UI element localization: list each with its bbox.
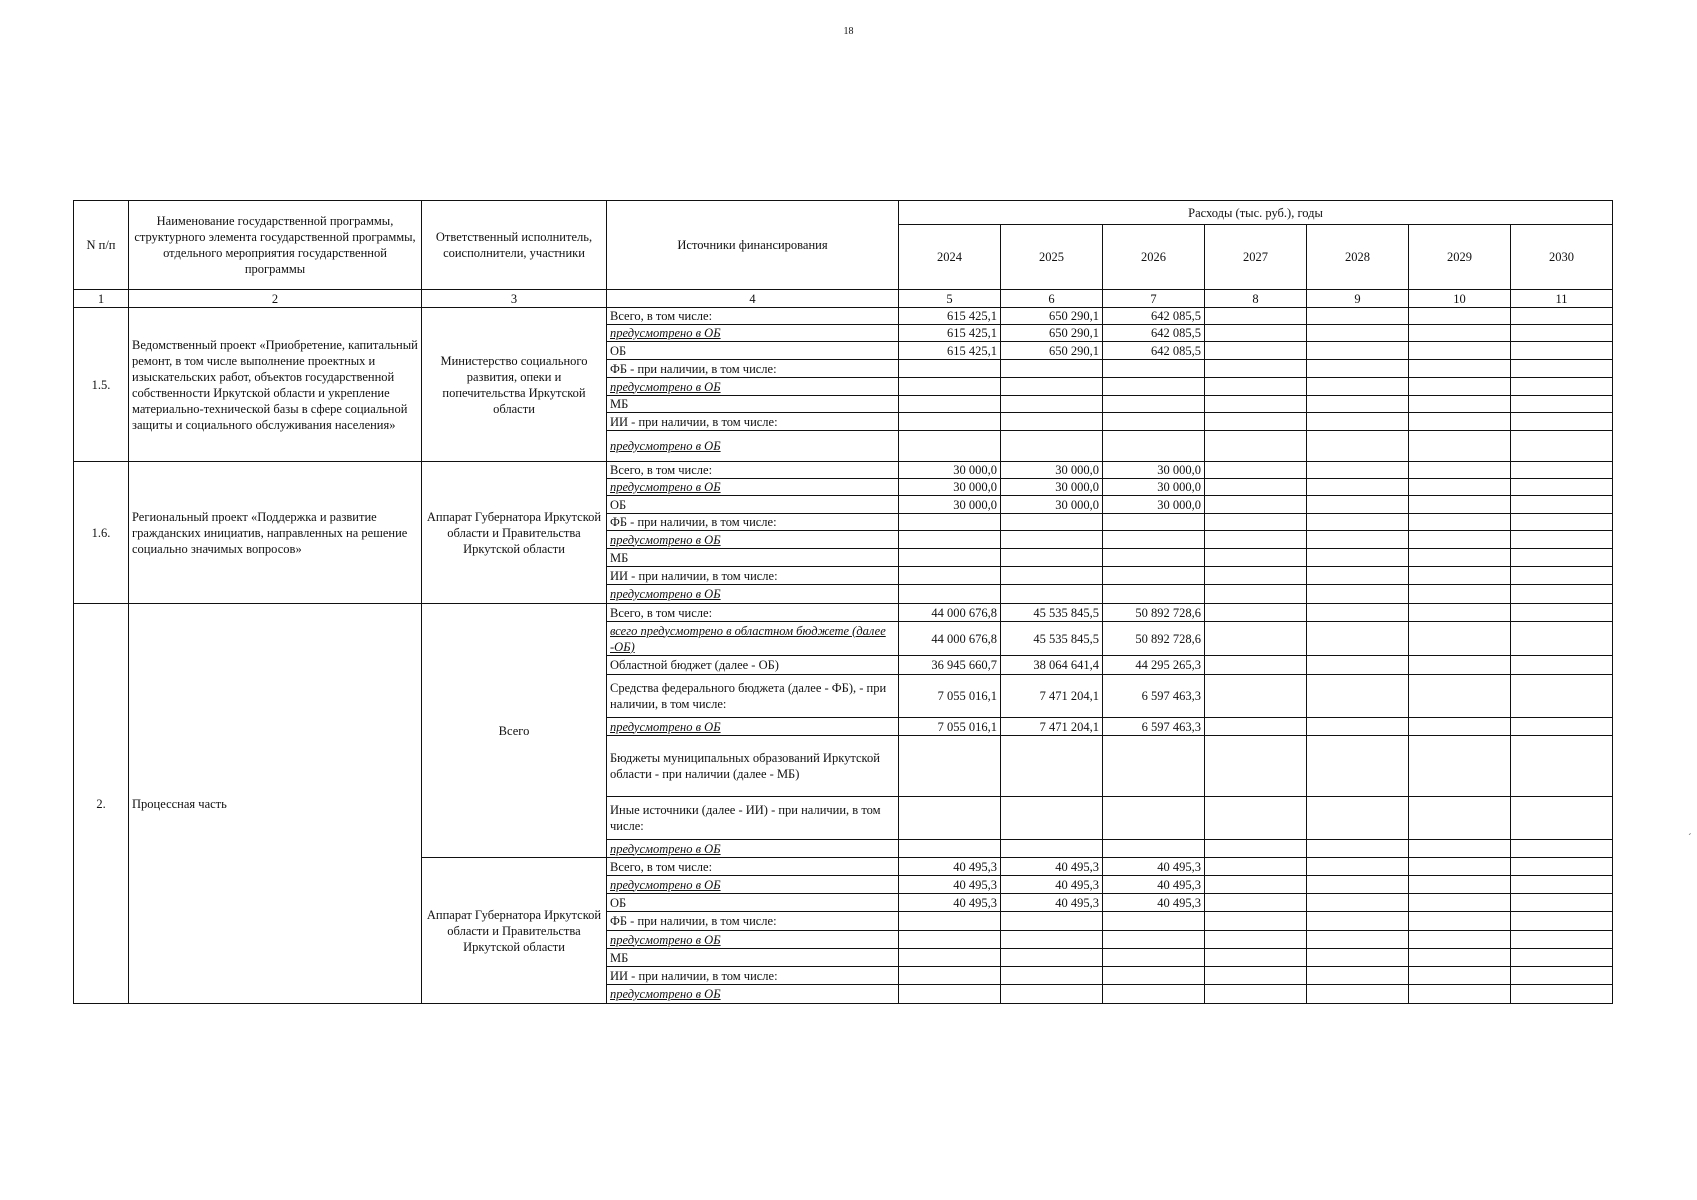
- header-year: 2024: [899, 225, 1001, 290]
- amount-cell: [899, 360, 1001, 378]
- header-year: 2030: [1511, 225, 1613, 290]
- amount-cell: [1409, 656, 1511, 675]
- amount-cell: [1307, 567, 1409, 585]
- amount-cell: 30 000,0: [1001, 462, 1103, 479]
- amount-cell: [1307, 736, 1409, 797]
- amount-cell: [1409, 342, 1511, 360]
- amount-cell: [1103, 378, 1205, 396]
- amount-cell: [1205, 413, 1307, 431]
- amount-cell: [1205, 567, 1307, 585]
- amount-cell: [899, 985, 1001, 1004]
- amount-cell: [899, 549, 1001, 567]
- amount-cell: [1205, 718, 1307, 736]
- amount-cell: [1205, 736, 1307, 797]
- funding-source: ОБ: [607, 342, 899, 360]
- amount-cell: [1103, 514, 1205, 531]
- amount-cell: [899, 531, 1001, 549]
- amount-cell: [1511, 496, 1613, 514]
- amount-cell: 45 535 845,5: [1001, 604, 1103, 622]
- amount-cell: 615 425,1: [899, 325, 1001, 342]
- amount-cell: [1205, 479, 1307, 496]
- amount-cell: [1409, 396, 1511, 413]
- amount-cell: [1409, 567, 1511, 585]
- amount-cell: [1409, 604, 1511, 622]
- amount-cell: [1409, 531, 1511, 549]
- program-name: Процессная часть: [129, 604, 422, 1004]
- amount-cell: [1103, 797, 1205, 840]
- amount-cell: [1205, 431, 1307, 462]
- amount-cell: [1001, 567, 1103, 585]
- amount-cell: [1205, 396, 1307, 413]
- amount-cell: [1103, 949, 1205, 967]
- amount-cell: [1511, 736, 1613, 797]
- amount-cell: [1409, 931, 1511, 949]
- amount-cell: 6 597 463,3: [1103, 718, 1205, 736]
- amount-cell: [1205, 675, 1307, 718]
- amount-cell: 38 064 641,4: [1001, 656, 1103, 675]
- column-number: 1: [74, 290, 129, 308]
- header-expenses: Расходы (тыс. руб.), годы: [899, 201, 1613, 225]
- amount-cell: [1001, 360, 1103, 378]
- amount-cell: 650 290,1: [1001, 325, 1103, 342]
- responsible-executor: Министерство социального развития, опеки и попечительства Иркутской области: [422, 308, 607, 462]
- amount-cell: [1409, 360, 1511, 378]
- amount-cell: [1205, 531, 1307, 549]
- amount-cell: [1307, 931, 1409, 949]
- amount-cell: [1307, 360, 1409, 378]
- amount-cell: [1409, 912, 1511, 931]
- amount-cell: [1103, 567, 1205, 585]
- amount-cell: [1205, 931, 1307, 949]
- amount-cell: [1511, 378, 1613, 396]
- amount-cell: [1511, 675, 1613, 718]
- amount-cell: [1307, 342, 1409, 360]
- amount-cell: [1409, 325, 1511, 342]
- row-number: 2.: [74, 604, 129, 1004]
- amount-cell: [1103, 396, 1205, 413]
- amount-cell: [1001, 912, 1103, 931]
- amount-cell: 642 085,5: [1103, 308, 1205, 325]
- amount-cell: [1001, 949, 1103, 967]
- amount-cell: [1205, 840, 1307, 858]
- funding-source: Бюджеты муниципальных образований Иркутской области - при наличии (далее - МБ): [607, 736, 899, 797]
- amount-cell: 642 085,5: [1103, 325, 1205, 342]
- header-nn: N п/п: [74, 201, 129, 290]
- amount-cell: [1001, 431, 1103, 462]
- header-year: 2025: [1001, 225, 1103, 290]
- column-number: 7: [1103, 290, 1205, 308]
- amount-cell: [1511, 462, 1613, 479]
- amount-cell: [1001, 840, 1103, 858]
- amount-cell: [1409, 675, 1511, 718]
- amount-cell: [1205, 797, 1307, 840]
- amount-cell: [1511, 308, 1613, 325]
- amount-cell: [1001, 797, 1103, 840]
- amount-cell: [1511, 656, 1613, 675]
- amount-cell: [899, 431, 1001, 462]
- column-number: 3: [422, 290, 607, 308]
- responsible-executor: Аппарат Губернатора Иркутской области и Правительства Иркутской области: [422, 462, 607, 604]
- amount-cell: 642 085,5: [1103, 342, 1205, 360]
- amount-cell: [1409, 985, 1511, 1004]
- amount-cell: [899, 931, 1001, 949]
- amount-cell: [1511, 604, 1613, 622]
- amount-cell: [1103, 967, 1205, 985]
- amount-cell: [1307, 967, 1409, 985]
- amount-cell: [1409, 549, 1511, 567]
- amount-cell: [1307, 675, 1409, 718]
- amount-cell: 7 471 204,1: [1001, 718, 1103, 736]
- row-number: 1.6.: [74, 462, 129, 604]
- funding-source: Всего, в том числе:: [607, 462, 899, 479]
- column-number: 8: [1205, 290, 1307, 308]
- amount-cell: [1307, 656, 1409, 675]
- amount-cell: [1511, 479, 1613, 496]
- amount-cell: [1511, 342, 1613, 360]
- amount-cell: 30 000,0: [899, 462, 1001, 479]
- amount-cell: [1511, 360, 1613, 378]
- scan-mark: ´: [1688, 832, 1692, 844]
- header-responsible: Ответственный исполнитель, соисполнители, участники: [422, 201, 607, 290]
- amount-cell: [1001, 549, 1103, 567]
- page-number: 18: [843, 26, 854, 37]
- table-body: [74, 308, 1613, 1004]
- amount-cell: 40 495,3: [899, 894, 1001, 912]
- funding-source: ФБ - при наличии, в том числе:: [607, 360, 899, 378]
- amount-cell: [1205, 378, 1307, 396]
- funding-source: Всего, в том числе:: [607, 604, 899, 622]
- amount-cell: [1001, 931, 1103, 949]
- funding-source: Всего, в том числе:: [607, 858, 899, 876]
- amount-cell: [899, 585, 1001, 604]
- funding-source: МБ: [607, 549, 899, 567]
- funding-source: ОБ: [607, 496, 899, 514]
- amount-cell: [1409, 431, 1511, 462]
- amount-cell: [1409, 736, 1511, 797]
- amount-cell: [1103, 360, 1205, 378]
- funding-source: предусмотрено в ОБ: [607, 931, 899, 949]
- amount-cell: [1409, 797, 1511, 840]
- amount-cell: [1409, 585, 1511, 604]
- amount-cell: [1307, 858, 1409, 876]
- amount-cell: 6 597 463,3: [1103, 675, 1205, 718]
- amount-cell: [1001, 967, 1103, 985]
- amount-cell: 40 495,3: [1001, 858, 1103, 876]
- column-number: 5: [899, 290, 1001, 308]
- column-number: 6: [1001, 290, 1103, 308]
- amount-cell: [899, 514, 1001, 531]
- amount-cell: [1001, 985, 1103, 1004]
- amount-cell: 615 425,1: [899, 308, 1001, 325]
- funding-source: ИИ - при наличии, в том числе:: [607, 413, 899, 431]
- amount-cell: 30 000,0: [1103, 496, 1205, 514]
- amount-cell: [1103, 736, 1205, 797]
- amount-cell: [1307, 479, 1409, 496]
- amount-cell: [899, 797, 1001, 840]
- amount-cell: [1205, 342, 1307, 360]
- amount-cell: [1205, 360, 1307, 378]
- amount-cell: 30 000,0: [899, 479, 1001, 496]
- funding-source: ФБ - при наличии, в том числе:: [607, 912, 899, 931]
- amount-cell: [1307, 308, 1409, 325]
- amount-cell: [1511, 567, 1613, 585]
- amount-cell: [1307, 325, 1409, 342]
- amount-cell: [1511, 718, 1613, 736]
- amount-cell: [1511, 413, 1613, 431]
- amount-cell: [899, 949, 1001, 967]
- funding-source: Областной бюджет (далее - ОБ): [607, 656, 899, 675]
- amount-cell: [1205, 549, 1307, 567]
- amount-cell: [1511, 531, 1613, 549]
- amount-cell: 30 000,0: [1001, 479, 1103, 496]
- amount-cell: [1511, 840, 1613, 858]
- amount-cell: [1001, 736, 1103, 797]
- column-numbers-row: [74, 290, 1613, 308]
- column-number: 2: [129, 290, 422, 308]
- amount-cell: [1205, 876, 1307, 894]
- amount-cell: [1511, 985, 1613, 1004]
- amount-cell: [1205, 656, 1307, 675]
- funding-source: предусмотрено в ОБ: [607, 585, 899, 604]
- amount-cell: 40 495,3: [1001, 894, 1103, 912]
- amount-cell: [1103, 840, 1205, 858]
- funding-source: всего предусмотрено в областном бюджете (далее -ОБ): [607, 622, 899, 656]
- funding-source: предусмотрено в ОБ: [607, 431, 899, 462]
- funding-source: предусмотрено в ОБ: [607, 876, 899, 894]
- program-name: Ведомственный проект «Приобретение, капитальный ремонт, в том числе выполнение проектных и изыскательских работ, объектов государственной собственности Иркутской области и укрепление материально-технической базы в сфере социальной защиты и социального обслуживания населения»: [129, 308, 422, 462]
- amount-cell: [1205, 622, 1307, 656]
- funding-source: ИИ - при наличии, в том числе:: [607, 567, 899, 585]
- amount-cell: [1205, 894, 1307, 912]
- financing-table: [73, 200, 1613, 1004]
- table-row: [74, 308, 1613, 325]
- amount-cell: 30 000,0: [899, 496, 1001, 514]
- amount-cell: [1409, 876, 1511, 894]
- amount-cell: [1103, 549, 1205, 567]
- amount-cell: [1511, 622, 1613, 656]
- program-name: Региональный проект «Поддержка и развитие гражданских инициатив, направленных на решение социально значимых вопросов»: [129, 462, 422, 604]
- amount-cell: [1205, 514, 1307, 531]
- amount-cell: [1205, 604, 1307, 622]
- header-year: 2029: [1409, 225, 1511, 290]
- amount-cell: [1205, 496, 1307, 514]
- amount-cell: [1307, 531, 1409, 549]
- amount-cell: [899, 736, 1001, 797]
- amount-cell: 30 000,0: [1001, 496, 1103, 514]
- amount-cell: [899, 396, 1001, 413]
- amount-cell: 30 000,0: [1103, 479, 1205, 496]
- amount-cell: [899, 840, 1001, 858]
- amount-cell: [899, 967, 1001, 985]
- amount-cell: [1511, 894, 1613, 912]
- amount-cell: [1307, 413, 1409, 431]
- amount-cell: [899, 378, 1001, 396]
- amount-cell: [1409, 718, 1511, 736]
- funding-source: предусмотрено в ОБ: [607, 325, 899, 342]
- amount-cell: [1307, 549, 1409, 567]
- amount-cell: 50 892 728,6: [1103, 622, 1205, 656]
- amount-cell: [1001, 531, 1103, 549]
- amount-cell: [1409, 894, 1511, 912]
- amount-cell: [1511, 858, 1613, 876]
- amount-cell: [1409, 949, 1511, 967]
- amount-cell: [1307, 514, 1409, 531]
- amount-cell: 650 290,1: [1001, 308, 1103, 325]
- amount-cell: 7 055 016,1: [899, 675, 1001, 718]
- amount-cell: 7 055 016,1: [899, 718, 1001, 736]
- amount-cell: [1307, 496, 1409, 514]
- amount-cell: [1001, 378, 1103, 396]
- amount-cell: [1511, 967, 1613, 985]
- amount-cell: [1307, 585, 1409, 604]
- amount-cell: [1103, 585, 1205, 604]
- amount-cell: 7 471 204,1: [1001, 675, 1103, 718]
- column-number: 9: [1307, 290, 1409, 308]
- amount-cell: [1307, 912, 1409, 931]
- amount-cell: [1409, 622, 1511, 656]
- amount-cell: [1409, 514, 1511, 531]
- amount-cell: [1307, 718, 1409, 736]
- amount-cell: [1103, 912, 1205, 931]
- amount-cell: [1205, 967, 1307, 985]
- amount-cell: [1205, 325, 1307, 342]
- amount-cell: [1409, 413, 1511, 431]
- amount-cell: 615 425,1: [899, 342, 1001, 360]
- amount-cell: 44 000 676,8: [899, 604, 1001, 622]
- funding-source: предусмотрено в ОБ: [607, 718, 899, 736]
- row-number: 1.5.: [74, 308, 129, 462]
- amount-cell: [1511, 549, 1613, 567]
- amount-cell: [1205, 858, 1307, 876]
- amount-cell: [1511, 514, 1613, 531]
- table-row: [74, 604, 1613, 622]
- header-year: 2026: [1103, 225, 1205, 290]
- amount-cell: [1205, 308, 1307, 325]
- amount-cell: [1205, 462, 1307, 479]
- amount-cell: [1307, 462, 1409, 479]
- amount-cell: [1409, 858, 1511, 876]
- funding-source: Иные источники (далее - ИИ) - при наличии, в том числе:: [607, 797, 899, 840]
- amount-cell: [1001, 413, 1103, 431]
- funding-source: ФБ - при наличии, в том числе:: [607, 514, 899, 531]
- amount-cell: [1307, 797, 1409, 840]
- column-number: 4: [607, 290, 899, 308]
- amount-cell: [1511, 912, 1613, 931]
- amount-cell: [1001, 396, 1103, 413]
- amount-cell: [1307, 604, 1409, 622]
- amount-cell: 40 495,3: [1103, 894, 1205, 912]
- amount-cell: 44 295 265,3: [1103, 656, 1205, 675]
- funding-source: предусмотрено в ОБ: [607, 479, 899, 496]
- amount-cell: [1409, 840, 1511, 858]
- funding-source: предусмотрено в ОБ: [607, 531, 899, 549]
- amount-cell: [1511, 931, 1613, 949]
- amount-cell: 45 535 845,5: [1001, 622, 1103, 656]
- header-year: 2028: [1307, 225, 1409, 290]
- amount-cell: [1205, 949, 1307, 967]
- amount-cell: [899, 567, 1001, 585]
- amount-cell: [1409, 479, 1511, 496]
- amount-cell: 40 495,3: [1001, 876, 1103, 894]
- funding-source: Всего, в том числе:: [607, 308, 899, 325]
- amount-cell: [1409, 462, 1511, 479]
- amount-cell: 650 290,1: [1001, 342, 1103, 360]
- amount-cell: [1511, 325, 1613, 342]
- amount-cell: [1103, 931, 1205, 949]
- header-sources: Источники финансирования: [607, 201, 899, 290]
- responsible-executor: Аппарат Губернатора Иркутской области и Правительства Иркутской области: [422, 858, 607, 1004]
- amount-cell: [1307, 378, 1409, 396]
- amount-cell: [1409, 378, 1511, 396]
- amount-cell: [1307, 876, 1409, 894]
- amount-cell: [1205, 585, 1307, 604]
- amount-cell: [1511, 585, 1613, 604]
- table-row: [74, 462, 1613, 479]
- header-name: Наименование государственной программы, структурного элемента государственной программы, отдельного мероприятия государственной программы: [129, 201, 422, 290]
- funding-source: предусмотрено в ОБ: [607, 840, 899, 858]
- amount-cell: 40 495,3: [899, 876, 1001, 894]
- funding-source: предусмотрено в ОБ: [607, 378, 899, 396]
- amount-cell: [899, 912, 1001, 931]
- amount-cell: [1103, 413, 1205, 431]
- funding-source: Средства федерального бюджета (далее - ФБ), - при наличии, в том числе:: [607, 675, 899, 718]
- column-number: 11: [1511, 290, 1613, 308]
- amount-cell: [1511, 876, 1613, 894]
- amount-cell: 40 495,3: [899, 858, 1001, 876]
- amount-cell: 44 000 676,8: [899, 622, 1001, 656]
- amount-cell: [1307, 985, 1409, 1004]
- amount-cell: [899, 413, 1001, 431]
- amount-cell: [1205, 985, 1307, 1004]
- amount-cell: [1103, 431, 1205, 462]
- amount-cell: [1409, 308, 1511, 325]
- amount-cell: [1307, 396, 1409, 413]
- column-number: 10: [1409, 290, 1511, 308]
- amount-cell: 50 892 728,6: [1103, 604, 1205, 622]
- amount-cell: [1511, 396, 1613, 413]
- amount-cell: [1205, 912, 1307, 931]
- amount-cell: [1307, 840, 1409, 858]
- amount-cell: [1409, 967, 1511, 985]
- amount-cell: [1103, 985, 1205, 1004]
- amount-cell: 40 495,3: [1103, 858, 1205, 876]
- amount-cell: [1511, 949, 1613, 967]
- funding-source: МБ: [607, 396, 899, 413]
- header-year: 2027: [1205, 225, 1307, 290]
- funding-source: МБ: [607, 949, 899, 967]
- funding-source: ИИ - при наличии, в том числе:: [607, 967, 899, 985]
- amount-cell: 30 000,0: [1103, 462, 1205, 479]
- amount-cell: [1307, 894, 1409, 912]
- amount-cell: [1001, 514, 1103, 531]
- funding-source: предусмотрено в ОБ: [607, 985, 899, 1004]
- amount-cell: [1409, 496, 1511, 514]
- amount-cell: [1511, 431, 1613, 462]
- amount-cell: 36 945 660,7: [899, 656, 1001, 675]
- amount-cell: 40 495,3: [1103, 876, 1205, 894]
- amount-cell: [1511, 797, 1613, 840]
- amount-cell: [1307, 431, 1409, 462]
- amount-cell: [1307, 622, 1409, 656]
- amount-cell: [1001, 585, 1103, 604]
- responsible-executor: Всего: [422, 604, 607, 858]
- amount-cell: [1307, 949, 1409, 967]
- funding-source: ОБ: [607, 894, 899, 912]
- amount-cell: [1103, 531, 1205, 549]
